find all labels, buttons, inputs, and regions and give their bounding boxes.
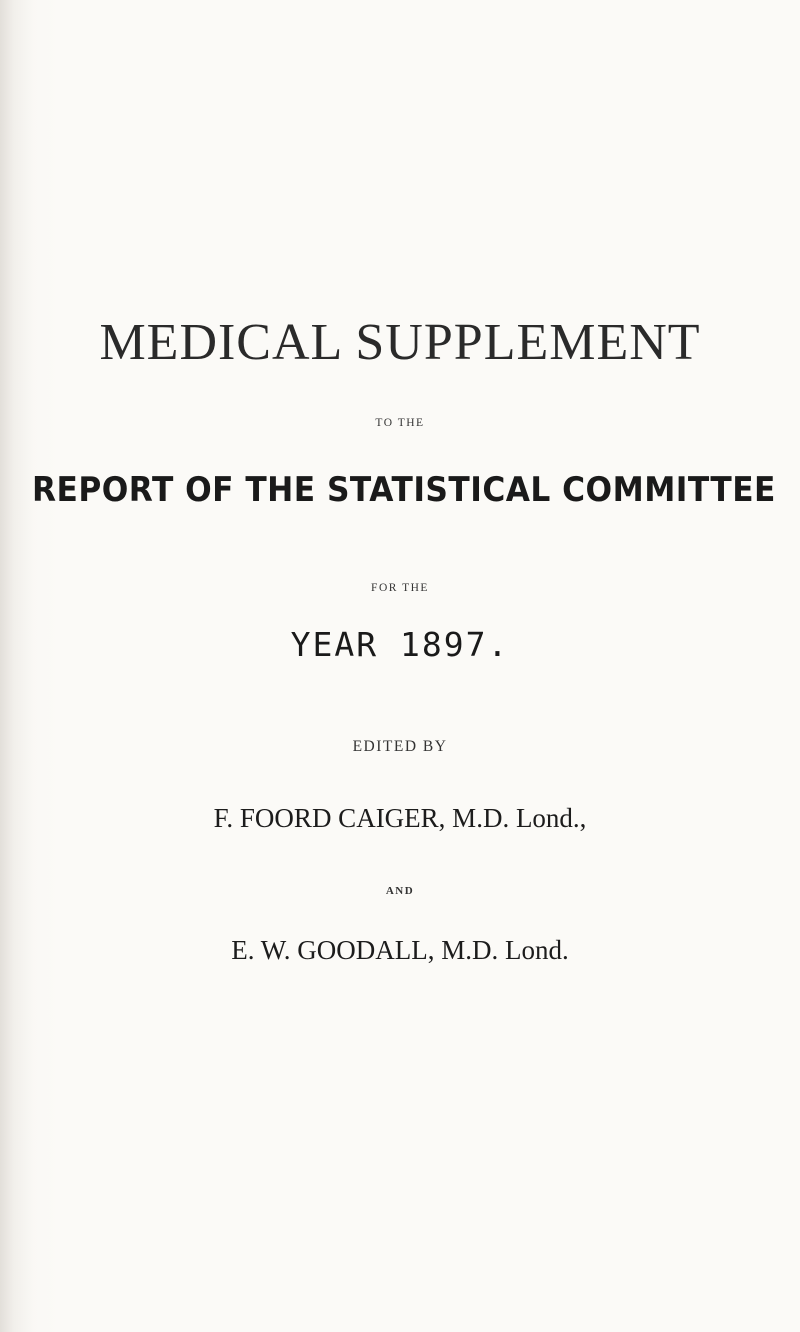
edited-by-text: EDITED BY [352,738,448,755]
editor-one: F. FOORD CAIGER, M.D. Lond., [213,803,587,833]
for-the-text: FOR THE [371,582,429,594]
year-line: YEAR 1897. [290,625,510,664]
page-title: MEDICAL SUPPLEMENT [99,314,701,371]
and-text: AND [385,885,415,897]
report-title: REPORT OF THE STATISTICAL COMMITTEE [32,470,776,510]
editor-two: E. W. GOODALL, M.D. Lond. [231,935,569,965]
to-the-text: TO THE [375,417,425,429]
